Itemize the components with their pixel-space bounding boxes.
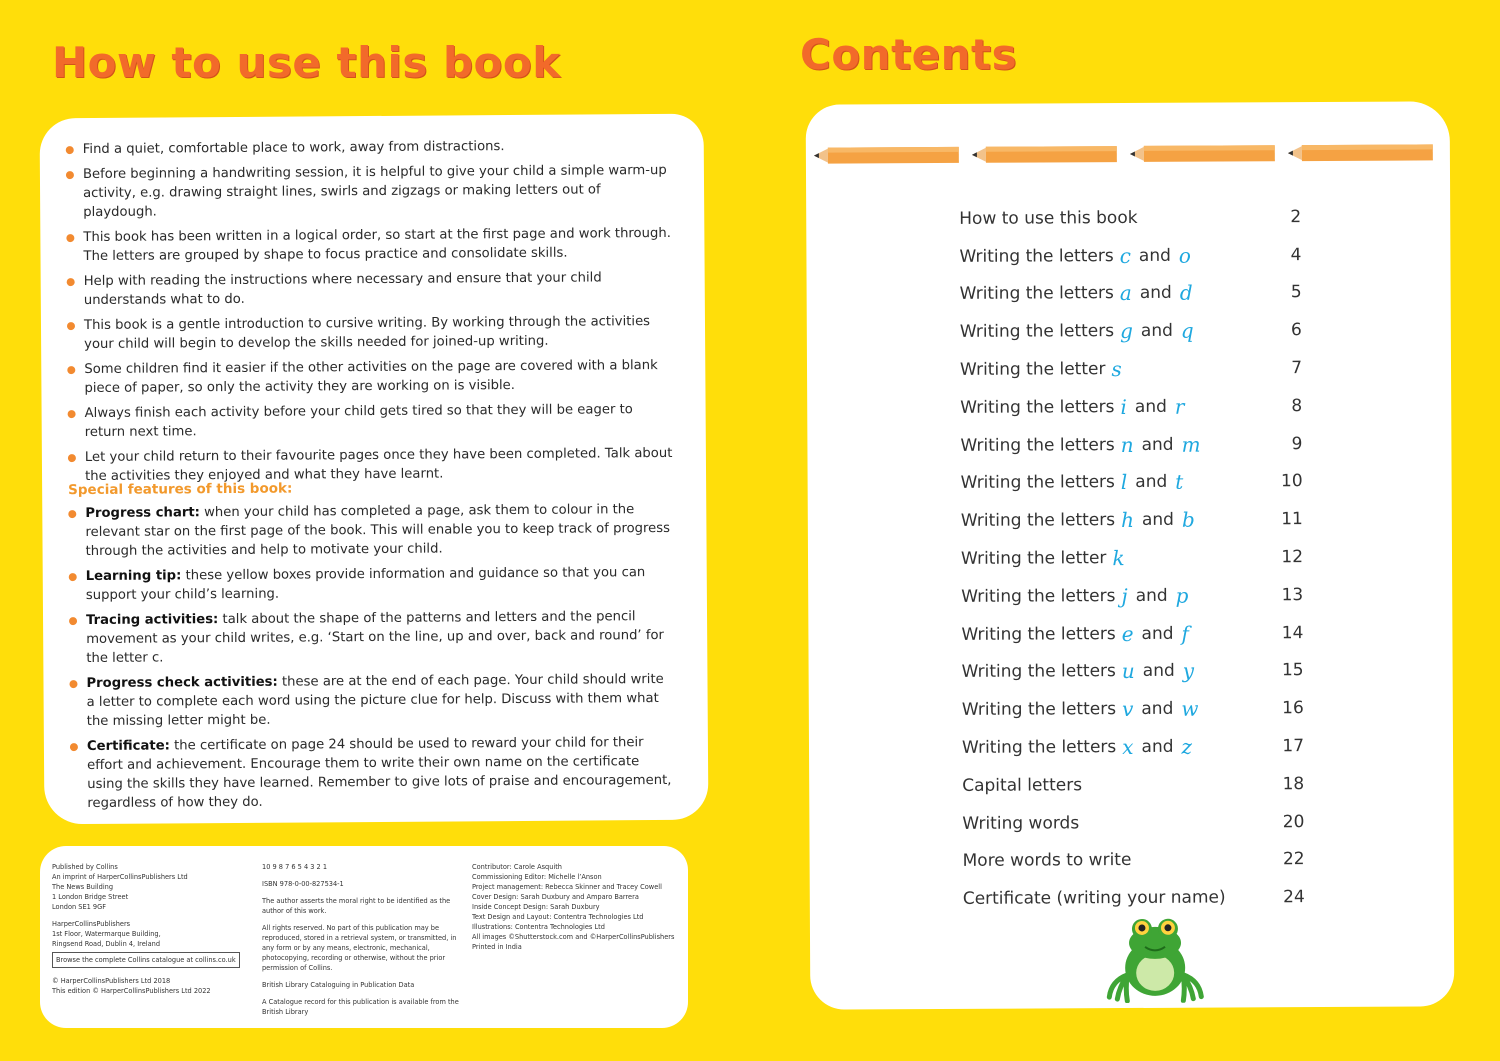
toc-row[interactable]: [960, 425, 1310, 465]
imprint-line: Ringsend Road, Dublin 4, Ireland: [52, 940, 161, 948]
cursive-letter: i: [1120, 394, 1127, 419]
moral-rights: The author asserts the moral right to be identified as the author of this work.: [262, 897, 451, 915]
toc-entry-text: Capital letters: [962, 775, 1083, 796]
feature-text: the certificate on page 24 should be used to reward your child for their effort and achievement. Encourage them to write their own name on the certificate using the skills they have learned. Remember to give lots of praise and encouragement, regardless of how they do.: [87, 735, 672, 812]
and-word: and: [1141, 699, 1174, 720]
toc-page-number: 9: [1291, 433, 1303, 454]
feature-item: [68, 500, 674, 561]
toc-entry-text: Writing the letters: [960, 472, 1115, 494]
cursive-letter: n: [1120, 432, 1134, 457]
toc-row[interactable]: [960, 349, 1310, 389]
toc-page-number: 10: [1280, 471, 1303, 492]
and-word: and: [1138, 245, 1171, 266]
toc-row[interactable]: [961, 538, 1311, 578]
special-features-heading: Special features of this book:: [68, 480, 293, 499]
feature-text: these yellow boxes provide information and guidance so that you can support your child’s learning.: [85, 565, 646, 604]
toc-entry-text: Writing the letters: [961, 661, 1116, 683]
toc-entry-text: More words to write: [962, 850, 1132, 872]
toc-row[interactable]: [960, 274, 1310, 314]
toc-page-number: 17: [1282, 736, 1305, 757]
imprint-publisher: [52, 862, 242, 996]
list-item: This book is a gentle introduction to cursive writing. By working through the activities your child will begin to develop the skills needed for joined-up writing.: [67, 312, 673, 354]
and-word: and: [1134, 396, 1167, 417]
toc-entry-text: Certificate (writing your name): [962, 887, 1226, 910]
cursive-letter: t: [1175, 470, 1184, 495]
list-item: Let your child return to their favourite pages once they have been completed. Talk about the activities they enjoyed and what they have learnt.: [68, 444, 674, 486]
list-item: This book has been written in a logical order, so start at the first page and work through. The letters are grouped by shape to focus practice and consolidate skills.: [66, 224, 672, 266]
toc-page-number: 6: [1290, 320, 1302, 341]
toc-entry-text: Writing the letters: [959, 321, 1115, 343]
features-list: [68, 500, 676, 813]
and-word: and: [1141, 623, 1174, 644]
toc-entry-text: How to use this book: [959, 207, 1138, 229]
cursive-letter: q: [1180, 318, 1194, 344]
toc-page-number: 8: [1291, 395, 1303, 417]
toc-row[interactable]: [961, 463, 1311, 503]
and-word: and: [1141, 510, 1174, 531]
toc-row[interactable]: [962, 689, 1312, 729]
cursive-letter: a: [1119, 281, 1132, 306]
toc-entry-text: Writing the letters: [960, 510, 1116, 532]
cursive-letter: m: [1181, 432, 1201, 457]
feature-item: [70, 733, 677, 813]
and-word: and: [1141, 736, 1174, 757]
cursive-letter: p: [1175, 583, 1189, 608]
feature-text: talk about the shape of the patterns and letters and the pencil movement as your child writes, e.g. ‘Start on the line, up and over, back and round’ for the letter c.: [86, 609, 664, 667]
cursive-letter: l: [1120, 470, 1128, 495]
toc-page-number: 11: [1281, 509, 1303, 530]
and-word: and: [1135, 585, 1168, 606]
toc-entry-text: Writing words: [962, 812, 1080, 834]
contents-title: Contents: [800, 30, 1018, 79]
cursive-letter: j: [1121, 583, 1128, 608]
feature-text: when your child has completed a page, ask them to colour in the relevant star on the first page of the book. This will enable you to keep track of progress through the activities and help to motivate your child.: [85, 502, 671, 560]
feature-term: Progress chart:: [85, 505, 200, 522]
toc-row[interactable]: [961, 500, 1311, 540]
cursive-letter: w: [1181, 696, 1199, 721]
toc-row[interactable]: [962, 652, 1312, 692]
credit-line: Text Design and Layout: Contentra Technologies Ltd: [472, 913, 644, 921]
cursive-letter: b: [1181, 507, 1195, 532]
toc-row[interactable]: [959, 236, 1309, 276]
toc-page-number: 15: [1281, 660, 1304, 681]
and-word: and: [1140, 321, 1173, 342]
toc-page-number: 13: [1281, 584, 1304, 606]
cip: British Library Cataloguing in Publication Data: [262, 981, 415, 989]
toc-page-number: 22: [1282, 849, 1305, 870]
credit-line: All images ©Shutterstock.com and ©HarperCollinsPublishers: [472, 933, 675, 941]
toc-entry-text: Writing the letters: [961, 623, 1116, 645]
imprint-line: This edition © HarperCollinsPublishers Ltd 2022: [52, 987, 211, 995]
credit-line: Commissioning Editor: Michelle l’Anson: [472, 873, 602, 881]
all-rights: All rights reserved. No part of this publication may be reproduced, stored in a retrieval system, or transmitted, in any form or by any means, electronic, mechanical, photocopying, recording or otherwise, without the prior permission of Collins.: [262, 924, 457, 972]
credit-line: Cover Design: Sarah Duxbury and Amparo Barrera: [472, 893, 639, 901]
how-to-use-title: How to use this book: [52, 38, 561, 87]
toc-entry-text: Writing the letter: [960, 548, 1107, 569]
credit-line: Inside Concept Design: Sarah Duxbury: [472, 903, 600, 911]
toc-page-number: 4: [1290, 244, 1302, 265]
toc-row[interactable]: [962, 765, 1312, 805]
toc-entry-text: Writing the letters: [960, 434, 1115, 456]
cursive-letter: k: [1112, 546, 1125, 571]
list-item: Always finish each activity before your child gets tired so that they will be eager to return next time.: [68, 400, 674, 442]
cursive-letter: e: [1121, 621, 1134, 646]
toc-row[interactable]: [960, 387, 1310, 427]
cursive-letter: x: [1122, 735, 1134, 760]
toc-row[interactable]: [961, 576, 1311, 616]
cursive-letter: g: [1120, 319, 1133, 344]
and-word: and: [1142, 661, 1175, 682]
toc-page-number: 18: [1282, 773, 1305, 795]
table-of-contents: [959, 198, 1313, 918]
pencil-icon: [1130, 142, 1275, 165]
credit-line: Printed in India: [472, 943, 522, 951]
imprint-panel: [40, 846, 688, 1028]
imprint-credits: [472, 862, 677, 952]
imprint-line: London SE1 9GF: [52, 903, 107, 911]
and-word: and: [1135, 472, 1168, 493]
imprint-line: Published by Collins: [52, 863, 118, 871]
list-item: Find a quiet, comfortable place to work, away from distractions.: [66, 136, 672, 159]
toc-entry-text: Writing the letters: [961, 737, 1117, 758]
imprint-line: 1 London Bridge Street: [52, 893, 129, 901]
and-word: and: [1139, 283, 1172, 304]
pencil-icon: [814, 144, 959, 167]
toc-page-number: 14: [1281, 622, 1304, 643]
cursive-letter: v: [1121, 697, 1134, 722]
cursive-letter: r: [1174, 394, 1185, 419]
cursive-letter: z: [1181, 734, 1193, 759]
toc-row[interactable]: [960, 311, 1310, 351]
toc-entry-text: Writing the letters: [961, 699, 1117, 721]
cursive-letter: u: [1121, 659, 1135, 684]
pencil-icon: [972, 143, 1117, 166]
toc-row[interactable]: [963, 841, 1313, 881]
catalogue-record: A Catalogue record for this publication is available from the British Library: [262, 998, 459, 1016]
cursive-letter: c: [1119, 243, 1131, 268]
imprint-line: 1st Floor, Watermarque Building,: [52, 930, 161, 938]
toc-row[interactable]: [961, 614, 1311, 654]
toc-entry-text: Writing the letters: [959, 245, 1114, 267]
credit-line: Project management: Rebecca Skinner and Tracey Cowell: [472, 883, 662, 891]
toc-row[interactable]: [959, 198, 1309, 238]
imprint-line: An imprint of HarperCollinsPublishers Ltd: [52, 873, 188, 881]
cursive-letter: y: [1182, 659, 1195, 684]
feature-item: [69, 563, 675, 605]
toc-page-number: 2: [1290, 206, 1302, 228]
list-item: Some children find it easier if the other activities on the page are covered with a blank piece of paper, so only the activity they are working on is visible.: [67, 356, 673, 398]
toc-page-number: 24: [1283, 887, 1305, 908]
toc-page-number: 5: [1290, 282, 1302, 303]
toc-page-number: 20: [1282, 811, 1305, 832]
toc-row[interactable]: [962, 727, 1312, 767]
pencil-icon: [1288, 141, 1433, 164]
toc-entry-text: Writing the letters: [961, 585, 1116, 607]
imprint-line: HarperCollinsPublishers: [52, 920, 131, 928]
toc-page-number: 12: [1281, 547, 1304, 568]
feature-term: Learning tip:: [85, 568, 182, 585]
feature-term: Certificate:: [86, 738, 170, 755]
frog-icon: [1105, 913, 1205, 1004]
list-item: Before beginning a handwriting session, it is helpful to give your child a simple warm-up activity, e.g. drawing straight lines, swirls and zigzags or making letters out of playdough.: [66, 161, 672, 222]
feature-text: these are at the end of each page. Your child should write a letter to complete each word using the picture clue for help. Discuss with them what the missing letter might be.: [86, 671, 664, 730]
feature-item: [69, 670, 675, 731]
feature-term: Progress check activities:: [86, 674, 278, 692]
credit-line: Illustrations: Contentra Technologies Ltd: [472, 923, 605, 931]
imprint-rights: [262, 862, 462, 1024]
instructions-list: [66, 136, 674, 492]
toc-page-number: 7: [1291, 358, 1303, 379]
how-to-use-panel: [40, 114, 709, 825]
feature-item: [69, 607, 675, 668]
imprint-line: The News Building: [52, 883, 114, 891]
contents-panel: [806, 101, 1455, 1009]
cursive-letter: d: [1179, 281, 1193, 306]
cursive-letter: h: [1121, 508, 1135, 533]
catalogue-box: Browse the complete Collins catalogue at collins.co.uk: [52, 952, 240, 968]
and-word: and: [1141, 434, 1174, 455]
cursive-letter: f: [1181, 621, 1189, 646]
toc-entry-text: Writing the letters: [960, 396, 1115, 418]
feature-term: Tracing activities:: [85, 612, 219, 629]
credit-line: Contributor: Carole Asquith: [472, 863, 562, 871]
toc-page-number: 16: [1282, 698, 1304, 719]
list-item: Help with reading the instructions where necessary and ensure that your child understands what to do.: [67, 268, 673, 310]
imprint-line: © HarperCollinsPublishers Ltd 2018: [52, 977, 171, 985]
cursive-letter: o: [1178, 243, 1191, 268]
print-line: 10 9 8 7 6 5 4 3 2 1: [262, 863, 328, 871]
cursive-letter: s: [1111, 357, 1122, 382]
isbn: ISBN 978-0-00-827534-1: [262, 880, 344, 888]
toc-row[interactable]: [962, 803, 1312, 843]
toc-entry-text: Writing the letters: [959, 283, 1114, 305]
toc-entry-text: Writing the letter: [959, 359, 1106, 380]
